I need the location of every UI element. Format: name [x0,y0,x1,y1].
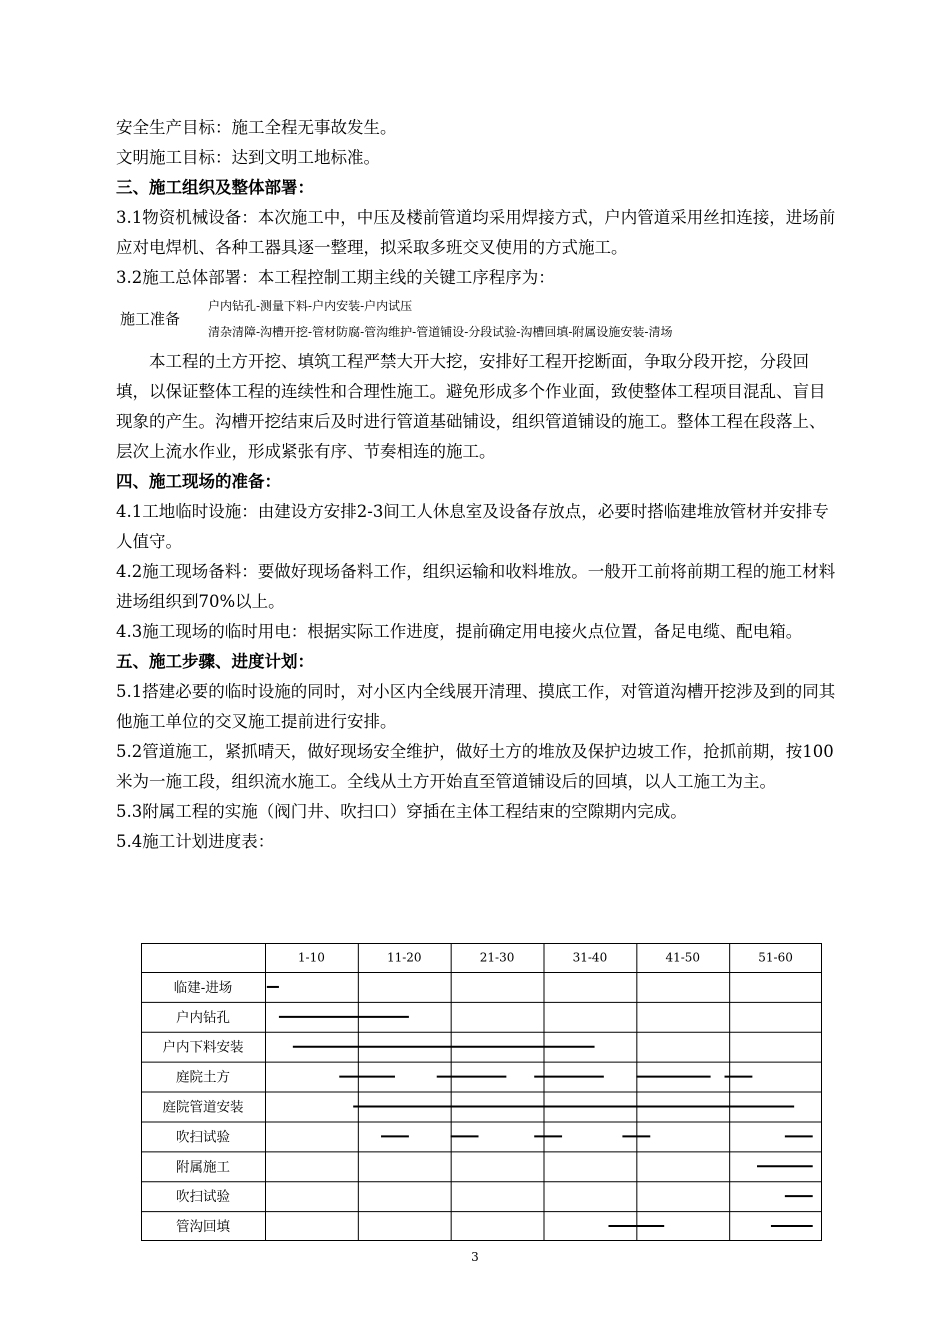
process-sequence [116,293,836,347]
column-header: 31-40 [572,950,608,965]
task-label: 庭院土方 [176,1069,230,1086]
task-label: 吹扫试验 [176,1189,230,1206]
column-header: 21-30 [479,950,515,965]
para-5-2: 5.2管道施工，紧抓晴天，做好现场安全维护，做好土方的堆放及保护边坡工作，抢抓前期，按100米为一施工段，组织流水施工。全线从土方开始直至管道铺设后的回填，以人工施工为主。 [116,742,834,791]
para-4-2: 4.2施工现场备料：要做好现场备料工作，组织运输和收料堆放。一般开工前将前期工程的施工材料进场组织到70%以上。 [116,562,836,611]
section-4-heading: 四、施工现场的准备： [116,472,281,491]
page-number: 3 [471,1250,479,1264]
para-5-1: 5.1搭建必要的临时设施的同时，对小区内全线展开清理、摸底工作，对管道沟槽开挖涉及到的同其他施工单位的交叉施工提前进行安排。 [116,682,836,731]
schedule-table [141,943,822,1241]
task-label: 附属施工 [176,1159,230,1176]
task-label: 临建-进场 [173,979,233,996]
sequence-label: 施工准备 [120,310,181,328]
para-4-3: 4.3施工现场的临时用电：根据实际工作进度，提前确定用电接火点位置，备足电缆、配电箱。 [116,622,803,641]
column-header: 11-20 [386,950,422,965]
task-label: 户内下料安装 [162,1039,244,1056]
column-header: 41-50 [665,950,701,965]
column-header: 51-60 [758,950,793,965]
para-5-4: 5.4施工计划进度表： [116,832,275,851]
para-3-2: 3.2施工总体部署：本工程控制工期主线的关键工序程序为： [116,268,555,287]
section-5-heading: 五、施工步骤、进度计划： [116,652,314,671]
task-label: 庭院管道安装 [162,1099,244,1116]
section-3-heading: 三、施工组织及整体部署： [116,178,314,197]
schedule-gantt [141,943,822,1241]
task-label: 户内钻孔 [176,1009,230,1026]
para-4-1: 4.1工地临时设施：由建设方安排2-3间工人休息室及设备存放点，必要时搭临建堆放管材并安排专人值守。 [116,502,829,551]
column-header: 1-10 [297,950,325,965]
civil-goal: 文明施工目标：达到文明工地标准。 [116,148,380,167]
document-body [116,113,836,857]
sequence-indoor-line: 户内钻孔-测量下料-户内安装-户内试压 [208,299,413,313]
task-label: 吹扫试验 [176,1129,230,1146]
para-3-1: 3.1物资机械设备：本次施工中，中压及楼前管道均采用焊接方式，户内管道采用丝扣连接，进场前应对电焊机、各种工器具逐一整理，拟采取多班交叉使用的方式施工。 [116,208,836,257]
body-paragraph: 本工程的土方开挖、填筑工程严禁大开大挖，安排好工程开挖断面，争取分段开挖，分段回填，以保证整体工程的连续性和合理性施工。避免形成多个作业面，致使整体工程项目混乱、盲目现象的产生。沟槽开挖结束后及时进行管道基础铺设，组织管道铺设的施工。整体工程在段落上、层次上流水作业，形成紧张有序、节奏相连的施工。 [116,352,826,461]
para-5-3: 5.3附属工程的实施（阀门井、吹扫口）穿插在主体工程结束的空隙期内完成。 [116,802,687,821]
task-label: 管沟回填 [176,1219,230,1236]
safety-goal: 安全生产目标：施工全程无事故发生。 [116,118,397,137]
sequence-outdoor-line: 清杂清障-沟槽开挖-管材防腐-管沟维护-管道铺设-分段试验-沟槽回填-附属设施安装-清场 [208,325,673,339]
